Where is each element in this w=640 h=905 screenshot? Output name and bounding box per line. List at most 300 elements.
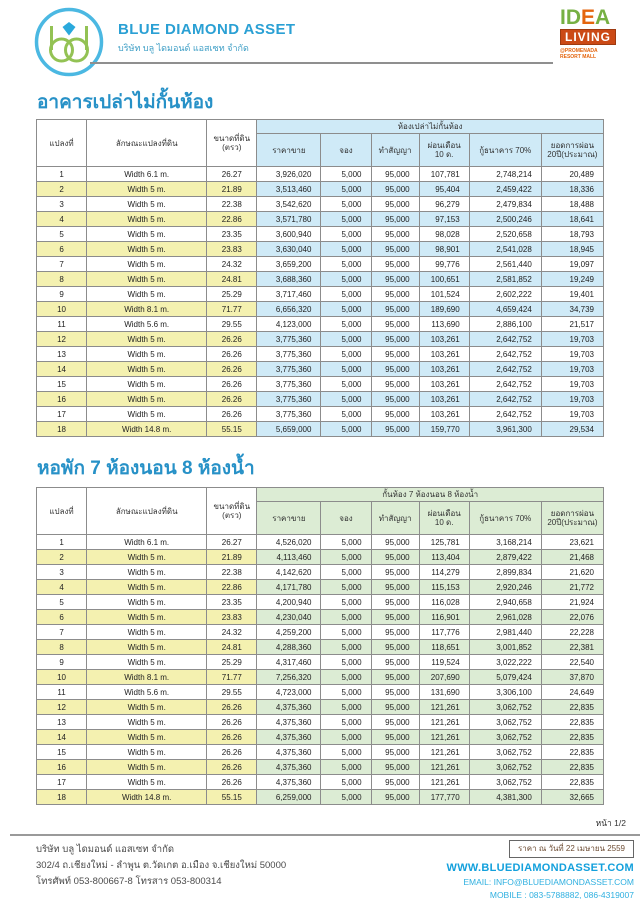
- col-header-land-desc: ลักษณะแปลงที่ดิน: [87, 120, 207, 167]
- table-cell: 26.26: [207, 332, 257, 347]
- table-cell: Width 6.1 m.: [87, 167, 207, 182]
- table-cell: Width 5 m.: [87, 760, 207, 775]
- col-header-plot: แปลงที่: [37, 120, 87, 167]
- table-cell: 5,659,000: [257, 422, 321, 437]
- table-cell: Width 5 m.: [87, 565, 207, 580]
- table-cell: Width 5 m.: [87, 625, 207, 640]
- table-cell: 3,775,360: [257, 407, 321, 422]
- table-cell: 98,901: [419, 242, 469, 257]
- table-cell: 21,468: [541, 550, 603, 565]
- table-cell: Width 5 m.: [87, 242, 207, 257]
- table-cell: Width 5 m.: [87, 257, 207, 272]
- table-cell: 4,375,360: [257, 775, 321, 790]
- table-cell: 2,981,440: [469, 625, 541, 640]
- table-cell: 2,541,028: [469, 242, 541, 257]
- footer-divider: [10, 834, 640, 836]
- table-cell: 2: [37, 550, 87, 565]
- table-cell: 2,961,028: [469, 610, 541, 625]
- footer-company-name: บริษัท บลู ไดมอนด์ แอสเซท จำกัด: [36, 844, 175, 855]
- table-cell: 103,261: [419, 407, 469, 422]
- table-cell: 5: [37, 595, 87, 610]
- table-row: [37, 317, 604, 332]
- col-header-installment-line1: ยอดการผ่อน: [550, 509, 595, 518]
- col-header-monthly-line1: ผ่อนเดือน: [427, 141, 461, 150]
- table-cell: 5,000: [321, 332, 371, 347]
- table-cell: 19,703: [541, 362, 603, 377]
- table-cell: 26.26: [207, 745, 257, 760]
- table-cell: 95,000: [371, 745, 419, 760]
- table-cell: 3,600,940: [257, 227, 321, 242]
- table-cell: 95,000: [371, 775, 419, 790]
- idea-logo-word: [560, 8, 638, 28]
- table-cell: 5,000: [321, 212, 371, 227]
- table-cell: 95,404: [419, 182, 469, 197]
- table-cell: 103,261: [419, 347, 469, 362]
- table-cell: 2,899,834: [469, 565, 541, 580]
- table-cell: 12: [37, 332, 87, 347]
- table-cell: 18,793: [541, 227, 603, 242]
- table-cell: 2,642,752: [469, 347, 541, 362]
- col-header-loan: กู้ธนาคาร 70%: [469, 502, 541, 535]
- table-cell: 95,000: [371, 790, 419, 805]
- table-cell: 23.35: [207, 595, 257, 610]
- table-cell: 103,261: [419, 332, 469, 347]
- col-header-price: ราคาขาย: [257, 134, 321, 167]
- table-cell: 114,279: [419, 565, 469, 580]
- table-cell: 5,000: [321, 595, 371, 610]
- blue-diamond-logo: [33, 6, 105, 78]
- table-cell: 26.27: [207, 535, 257, 550]
- table-cell: 18: [37, 790, 87, 805]
- table-cell: 5,000: [321, 730, 371, 745]
- table-cell: Width 5 m.: [87, 227, 207, 242]
- table-cell: 26.27: [207, 167, 257, 182]
- table-cell: 9: [37, 655, 87, 670]
- table-cell: 2,642,752: [469, 407, 541, 422]
- table-cell: 3: [37, 197, 87, 212]
- table-cell: 21.89: [207, 182, 257, 197]
- table-cell: 22,540: [541, 655, 603, 670]
- table-cell: 6: [37, 242, 87, 257]
- table-cell: 95,000: [371, 257, 419, 272]
- table-cell: 23.35: [207, 227, 257, 242]
- table-cell: Width 5 m.: [87, 287, 207, 302]
- table-cell: 5,000: [321, 227, 371, 242]
- table-cell: 5,000: [321, 580, 371, 595]
- table-cell: 2,642,752: [469, 362, 541, 377]
- table-cell: 13: [37, 347, 87, 362]
- idea-letters-green: ID: [560, 6, 581, 29]
- table-cell: 95,000: [371, 227, 419, 242]
- table-cell: 3,717,460: [257, 287, 321, 302]
- table-cell: 19,097: [541, 257, 603, 272]
- table-cell: Width 6.1 m.: [87, 535, 207, 550]
- table-cell: 3,062,752: [469, 715, 541, 730]
- table-cell: 4,171,780: [257, 580, 321, 595]
- table-cell: 2,602,222: [469, 287, 541, 302]
- table-cell: 101,524: [419, 287, 469, 302]
- table-cell: 8: [37, 640, 87, 655]
- table-cell: 121,261: [419, 700, 469, 715]
- table-cell: 22.86: [207, 580, 257, 595]
- table-cell: 22,835: [541, 760, 603, 775]
- table-cell: 16: [37, 760, 87, 775]
- table-header-row: [37, 488, 604, 502]
- table-cell: 3,775,360: [257, 347, 321, 362]
- table-cell: 95,000: [371, 302, 419, 317]
- table-cell: 6: [37, 610, 87, 625]
- table-cell: Width 5 m.: [87, 332, 207, 347]
- table-cell: 189,690: [419, 302, 469, 317]
- table-cell: 22,835: [541, 715, 603, 730]
- table-cell: Width 5 m.: [87, 212, 207, 227]
- table-cell: 121,261: [419, 715, 469, 730]
- table-cell: 4,375,360: [257, 700, 321, 715]
- price-table-dormitory: [36, 487, 604, 805]
- table-cell: 18,488: [541, 197, 603, 212]
- table-cell: 23,621: [541, 535, 603, 550]
- table-cell: 95,000: [371, 167, 419, 182]
- table-cell: 26.26: [207, 377, 257, 392]
- table-cell: Width 5 m.: [87, 700, 207, 715]
- table-row: [37, 197, 604, 212]
- footer-company-block: [36, 842, 286, 890]
- table-cell: 4,381,300: [469, 790, 541, 805]
- table-cell: 5,000: [321, 670, 371, 685]
- col-header-land-size: [207, 488, 257, 535]
- table-cell: 5,000: [321, 182, 371, 197]
- table-cell: 4,723,000: [257, 685, 321, 700]
- col-header-loan: กู้ธนาคาร 70%: [469, 134, 541, 167]
- col-header-contract: ทำสัญญา: [371, 134, 419, 167]
- table-cell: 207,690: [419, 670, 469, 685]
- table-cell: 4,317,460: [257, 655, 321, 670]
- table-cell: 22.38: [207, 565, 257, 580]
- table-cell: 95,000: [371, 182, 419, 197]
- col-header-installment: [541, 134, 603, 167]
- table-cell: 5,000: [321, 760, 371, 775]
- table-cell: Width 5 m.: [87, 730, 207, 745]
- idea-letter-green2: A: [595, 6, 611, 29]
- table-cell: 22,835: [541, 775, 603, 790]
- table-cell: 9: [37, 287, 87, 302]
- table-cell: 119,524: [419, 655, 469, 670]
- table-cell: 8: [37, 272, 87, 287]
- table-cell: 21.89: [207, 550, 257, 565]
- table-cell: 3,961,300: [469, 422, 541, 437]
- table-row: [37, 550, 604, 565]
- table-cell: 13: [37, 715, 87, 730]
- table-cell: 95,000: [371, 715, 419, 730]
- table-cell: 3,775,360: [257, 377, 321, 392]
- table-cell: Width 5 m.: [87, 197, 207, 212]
- table-cell: 99,776: [419, 257, 469, 272]
- diamond-monogram-icon: [33, 6, 105, 78]
- table-cell: 95,000: [371, 655, 419, 670]
- table-cell: 22.86: [207, 212, 257, 227]
- brand-subtitle: บริษัท บลู ไดมอนด์ แอสเซท จำกัด: [118, 43, 249, 53]
- table-cell: 95,000: [371, 377, 419, 392]
- table-row: [37, 625, 604, 640]
- table-row: [37, 377, 604, 392]
- table-cell: 95,000: [371, 407, 419, 422]
- table-row: [37, 790, 604, 805]
- footer-contact-block: [447, 838, 634, 900]
- table-cell: 159,770: [419, 422, 469, 437]
- table-cell: 96,279: [419, 197, 469, 212]
- table-cell: 3,001,852: [469, 640, 541, 655]
- table-cell: 95,000: [371, 685, 419, 700]
- table-cell: 4,113,460: [257, 550, 321, 565]
- col-header-land-size: [207, 120, 257, 167]
- table-cell: Width 5 m.: [87, 377, 207, 392]
- table-cell: 5,000: [321, 362, 371, 377]
- table-cell: 24.32: [207, 257, 257, 272]
- table-cell: 21,620: [541, 565, 603, 580]
- table-cell: 6,656,320: [257, 302, 321, 317]
- table-cell: 95,000: [371, 392, 419, 407]
- table-cell: 121,261: [419, 730, 469, 745]
- table-cell: 25.29: [207, 655, 257, 670]
- table-cell: 95,000: [371, 565, 419, 580]
- idea-letter-orange: E: [581, 6, 596, 29]
- table-cell: 5,000: [321, 775, 371, 790]
- table-cell: 95,000: [371, 580, 419, 595]
- table-cell: 26.26: [207, 760, 257, 775]
- table-cell: 3,168,214: [469, 535, 541, 550]
- table-cell: Width 5 m.: [87, 745, 207, 760]
- table-cell: 10: [37, 302, 87, 317]
- table-cell: 95,000: [371, 550, 419, 565]
- table-cell: 24.81: [207, 640, 257, 655]
- table-cell: 5,000: [321, 625, 371, 640]
- table-cell: Width 5 m.: [87, 362, 207, 377]
- table-cell: 5,000: [321, 422, 371, 437]
- table-cell: 22,228: [541, 625, 603, 640]
- footer-mobile: MOBILE : 083-5788882, 086-4319007: [489, 890, 634, 900]
- table-row: [37, 760, 604, 775]
- table-row: [37, 347, 604, 362]
- table-cell: 5,000: [321, 745, 371, 760]
- table-cell: 113,404: [419, 550, 469, 565]
- table-row: [37, 670, 604, 685]
- table-row: [37, 242, 604, 257]
- table-cell: 22.38: [207, 197, 257, 212]
- table-cell: 32,665: [541, 790, 603, 805]
- table-cell: 26.26: [207, 700, 257, 715]
- table-cell: 26.26: [207, 715, 257, 730]
- table-cell: Width 5 m.: [87, 407, 207, 422]
- table-cell: 95,000: [371, 317, 419, 332]
- table-cell: 11: [37, 317, 87, 332]
- table-row: [37, 167, 604, 182]
- brand-block: [118, 21, 295, 55]
- living-badge: LIVING: [560, 29, 616, 45]
- table-cell: 18,945: [541, 242, 603, 257]
- col-header-installment: [541, 502, 603, 535]
- table-cell: 95,000: [371, 640, 419, 655]
- table-cell: 26.26: [207, 407, 257, 422]
- table-cell: 4,375,360: [257, 730, 321, 745]
- table-cell: 3,062,752: [469, 700, 541, 715]
- table-cell: 95,000: [371, 332, 419, 347]
- table-cell: 26.26: [207, 347, 257, 362]
- table-cell: 100,651: [419, 272, 469, 287]
- table-cell: 21,924: [541, 595, 603, 610]
- table-cell: 1: [37, 535, 87, 550]
- table-cell: 22,835: [541, 730, 603, 745]
- table-cell: 2,520,658: [469, 227, 541, 242]
- table-row: [37, 565, 604, 580]
- idea-living-logo: [560, 8, 638, 60]
- table-cell: 23.83: [207, 242, 257, 257]
- table-cell: Width 5.6 m.: [87, 685, 207, 700]
- table-cell: 4: [37, 580, 87, 595]
- group-header-partitioned: กั้นห้อง 7 ห้องนอน 8 ห้องน้ำ: [257, 488, 604, 502]
- table-cell: 97,153: [419, 212, 469, 227]
- table-cell: 3,062,752: [469, 730, 541, 745]
- table-cell: Width 5 m.: [87, 392, 207, 407]
- table-cell: 4,142,620: [257, 565, 321, 580]
- table-cell: 5,000: [321, 302, 371, 317]
- table-cell: 121,261: [419, 775, 469, 790]
- table-cell: 3,513,460: [257, 182, 321, 197]
- table-cell: Width 8.1 m.: [87, 302, 207, 317]
- table-cell: 19,703: [541, 392, 603, 407]
- table-cell: 5,079,424: [469, 670, 541, 685]
- table-cell: 2,581,852: [469, 272, 541, 287]
- table-cell: 5: [37, 227, 87, 242]
- table-cell: Width 5 m.: [87, 347, 207, 362]
- table-cell: 19,249: [541, 272, 603, 287]
- table-row: [37, 655, 604, 670]
- section-title-empty-building: อาคารเปล่าไม่กั้นห้อง: [37, 92, 214, 113]
- table-cell: 3,688,360: [257, 272, 321, 287]
- table-cell: 95,000: [371, 347, 419, 362]
- table-cell: 2,642,752: [469, 332, 541, 347]
- table-cell: 3,659,200: [257, 257, 321, 272]
- col-header-monthly-line1: ผ่อนเดือน: [427, 509, 461, 518]
- table-cell: 5,000: [321, 407, 371, 422]
- table-cell: 95,000: [371, 535, 419, 550]
- table-cell: 19,401: [541, 287, 603, 302]
- table-cell: 3,306,100: [469, 685, 541, 700]
- table-cell: 7: [37, 257, 87, 272]
- table-row: [37, 730, 604, 745]
- table-cell: 4,659,424: [469, 302, 541, 317]
- table-cell: 3,630,040: [257, 242, 321, 257]
- table-cell: 71.77: [207, 302, 257, 317]
- table-cell: 26.26: [207, 775, 257, 790]
- table-cell: 19,703: [541, 407, 603, 422]
- group-header-empty-room: ห้องเปล่าไม่กั้นห้อง: [257, 120, 604, 134]
- table-cell: 3,062,752: [469, 775, 541, 790]
- table-cell: 5,000: [321, 197, 371, 212]
- table-body-dormitory: [37, 535, 604, 805]
- col-header-land-size-line2: (ตรว): [222, 143, 242, 152]
- table-cell: 29.55: [207, 685, 257, 700]
- table-cell: 5,000: [321, 610, 371, 625]
- table-cell: Width 5 m.: [87, 655, 207, 670]
- table-cell: 4: [37, 212, 87, 227]
- table-cell: 21,517: [541, 317, 603, 332]
- table-cell: 17: [37, 775, 87, 790]
- table-cell: Width 14.8 m.: [87, 790, 207, 805]
- table-cell: 95,000: [371, 595, 419, 610]
- table-cell: 26.26: [207, 730, 257, 745]
- table-cell: 5,000: [321, 640, 371, 655]
- table-cell: 5,000: [321, 550, 371, 565]
- col-header-price: ราคาขาย: [257, 502, 321, 535]
- table-cell: Width 5 m.: [87, 610, 207, 625]
- table-cell: 4,288,360: [257, 640, 321, 655]
- table-cell: 5,000: [321, 790, 371, 805]
- table-cell: 14: [37, 362, 87, 377]
- col-header-plot: แปลงที่: [37, 488, 87, 535]
- table-cell: 3,022,222: [469, 655, 541, 670]
- table-cell: 5,000: [321, 167, 371, 182]
- table-cell: 5,000: [321, 535, 371, 550]
- table-cell: 113,690: [419, 317, 469, 332]
- table-cell: 22,835: [541, 700, 603, 715]
- table-cell: 5,000: [321, 685, 371, 700]
- table-cell: Width 14.8 m.: [87, 422, 207, 437]
- table-cell: 3: [37, 565, 87, 580]
- table-cell: 20,489: [541, 167, 603, 182]
- table-cell: 1: [37, 167, 87, 182]
- table-cell: 115,153: [419, 580, 469, 595]
- table-cell: 11: [37, 685, 87, 700]
- brand-name: BLUE DIAMOND ASSET: [118, 21, 296, 38]
- table-header-row: [37, 120, 604, 134]
- price-table-empty-building: [36, 119, 604, 437]
- table-cell: 37,870: [541, 670, 603, 685]
- table-cell: 25.29: [207, 287, 257, 302]
- footer-phone: โทรศัพท์ 053-800667-8 โทรสาร 053-800314: [36, 876, 222, 887]
- table-cell: Width 5 m.: [87, 580, 207, 595]
- col-header-land-size-line1: ขนาดที่ดิน: [213, 502, 251, 511]
- table-cell: 117,776: [419, 625, 469, 640]
- table-cell: 4,375,360: [257, 745, 321, 760]
- table-cell: 22,381: [541, 640, 603, 655]
- idea-tagline-1: @PROMENADA: [560, 48, 598, 54]
- table-cell: 18: [37, 422, 87, 437]
- section-title-dormitory: หอพัก 7 ห้องนอน 8 ห้องน้ำ: [37, 458, 255, 479]
- col-header-booking: จอง: [321, 134, 371, 167]
- idea-tagline-2: RESORT MALL: [560, 54, 597, 60]
- header-divider: [90, 62, 553, 64]
- idea-tagline: [560, 48, 638, 60]
- table-cell: 3,542,620: [257, 197, 321, 212]
- table-cell: 103,261: [419, 362, 469, 377]
- table-cell: 95,000: [371, 700, 419, 715]
- col-header-booking: จอง: [321, 502, 371, 535]
- table-cell: 2,920,246: [469, 580, 541, 595]
- table-cell: 5,000: [321, 317, 371, 332]
- table-cell: 3,775,360: [257, 332, 321, 347]
- table-cell: 125,781: [419, 535, 469, 550]
- table-cell: 2,886,100: [469, 317, 541, 332]
- table-cell: 2,642,752: [469, 377, 541, 392]
- table-cell: 95,000: [371, 197, 419, 212]
- table-cell: 15: [37, 745, 87, 760]
- table-cell: 3,775,360: [257, 392, 321, 407]
- col-header-monthly-line2: 10 ด.: [434, 518, 454, 527]
- col-header-installment-line2: 20ปี(ประมาณ): [547, 518, 598, 527]
- table-cell: Width 8.1 m.: [87, 670, 207, 685]
- table-cell: 55.15: [207, 790, 257, 805]
- table-cell: 3,571,780: [257, 212, 321, 227]
